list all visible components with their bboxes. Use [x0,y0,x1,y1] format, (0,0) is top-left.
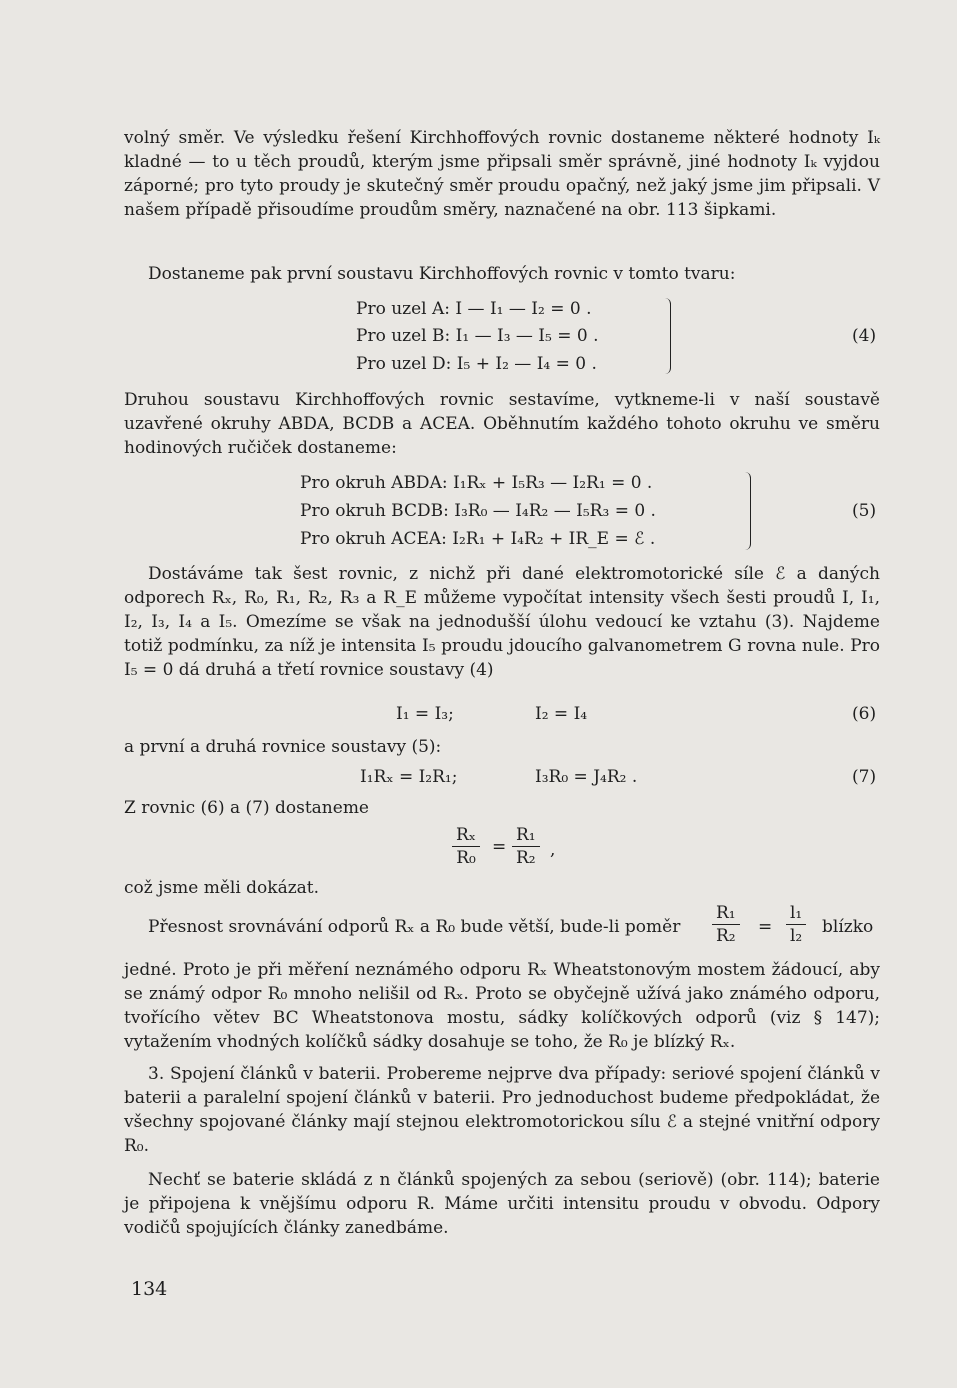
fraction-denominator: l₂ [790,926,803,946]
paragraph-1: volný směr. Ve výsledku řešení Kirchhoffových rovnic dostaneme některé hodnoty Iₖ kladné — to u těch proudů, kterým jsme připsali směr správně, jiné hodnoty Iₖ vyjdou záporné; pro tyto proudy je skutečný směr proudu opačný, než jaký jsme jim připsali. V našem případě přisoudíme proudům směry, naznačené na obr. 113 šipkami. [124,128,880,220]
fraction-denominator: R₀ [456,848,476,868]
paragraph-9: jedné. Proto je při měření neznámého odporu Rₓ Wheatstonovým mostem žádoucí, aby se známý odpor R₀ mnoho nelišil od Rₓ. Proto se obyčejně užívá jako známého odporu, tvořícího větev BC Wheatstonova mostu, sádky kolíčkových odporů (viz § 147); vytažením vhodných kolíčků sádky dosahuje se toho, že R₀ je blízký Rₓ. [124,960,880,1052]
fraction-equals: = [492,837,507,857]
fraction-denominator: R₂ [716,926,736,946]
paragraph-4: Dostáváme tak šest rovnic, z nichž při dané elektromotorické síle ℰ a daných odporech Rₓ, R₀, R₁, R₂, R₃ a R_E můžeme vypočítat intensity všech šesti proudů I, I₁, I₂, I₃, I₄ a I₅. Omezíme se však na jednodušší úlohu vedoucí ke vztahu (3). Najdeme totiž podmínku, za níž je intensita I₅ proudu jdoucího galvanometrem G rovna nule. Pro I₅ = 0 dá druhá a třetí rovnice soustavy (4) [124,564,880,680]
equation-4-line-3: Pro uzel D: I₅ + I₂ — I₄ = 0 . [356,354,597,374]
fraction-numerator: l₁ [786,902,806,925]
equation-6-right: I₂ = I₄ [535,704,588,724]
equation-6-left: I₁ = I₃; [396,704,454,724]
equation-number-7: (7) [852,767,877,787]
paragraph-11: Nechť se baterie skládá z n článků spojených za sebou (seriově) (obr. 114); baterie je připojena k vnějšímu odporu R. Máme určiti intensitu proudu v obvodu. Odpory vodičů spojujících články zanedbáme. [124,1170,880,1238]
equation-5-line-1: Pro okruh ABDA: I₁Rₓ + I₅R₃ — I₂R₁ = 0 . [300,473,653,493]
paragraph-8-tail: blízko [822,917,874,937]
fraction-comma: , [550,840,556,860]
paragraph-7: což jsme měli dokázat. [124,878,320,898]
equation-5-line-2: Pro okruh BCDB: I₃R₀ — I₄R₂ — I₅R₃ = 0 . [300,501,656,521]
paragraph-8-text: Přesnost srovnávání odporů Rₓ a R₀ bude větší, bude-li poměr [148,917,681,937]
equation-number-4: (4) [852,326,877,346]
brace-5 [744,472,751,550]
ratio-r1-r2 [712,902,740,947]
equation-4-line-2: Pro uzel B: I₁ — I₃ — I₅ = 0 . [356,326,599,346]
equation-5-line-3: Pro okruh ACEA: I₂R₁ + I₄R₂ + IR_E = ℰ . [300,529,656,549]
brace-4 [664,298,671,374]
page-number: 134 [131,1278,168,1300]
equation-7-right: I₃R₀ = J₄R₂ . [535,767,638,787]
fraction-numerator: R₁ [712,902,740,925]
paragraph-3: Druhou soustavu Kirchhoffových rovnic sestavíme, vytkneme-li v naší soustavě uzavřené okruhy ABDA, BCDB a ACEA. Oběhnutím každého tohoto okruhu ve směru hodinových ručiček dostaneme: [124,390,880,458]
fraction-rx-r0 [452,824,480,869]
fraction-numerator: Rₓ [452,824,480,847]
ratio-equals: = [758,917,773,937]
fraction-denominator: R₂ [516,848,536,868]
paragraph-2: Dostaneme pak první soustavu Kirchhoffových rovnic v tomto tvaru: [148,264,736,284]
ratio-l1-l2 [786,902,806,947]
fraction-numerator: R₁ [512,824,540,847]
paragraph-10: 3. Spojení článků v baterii. Probereme nejprve dva případy: seriové spojení článků v baterii a paralelní spojení článků v baterii. Pro jednoduchost budeme předpokládat, že všechny spojované články mají stejnou elektromotorickou sílu ℰ a stejné vnitřní odpory R₀. [124,1064,880,1156]
paragraph-6: Z rovnic (6) a (7) dostaneme [124,798,369,818]
equation-7-left: I₁Rₓ = I₂R₁; [360,767,458,787]
equation-4-line-1: Pro uzel A: I — I₁ — I₂ = 0 . [356,299,592,319]
equation-number-5: (5) [852,501,877,521]
equation-number-6: (6) [852,704,877,724]
paragraph-5: a první a druhá rovnice soustavy (5): [124,737,442,757]
fraction-r1-r2 [512,824,540,869]
